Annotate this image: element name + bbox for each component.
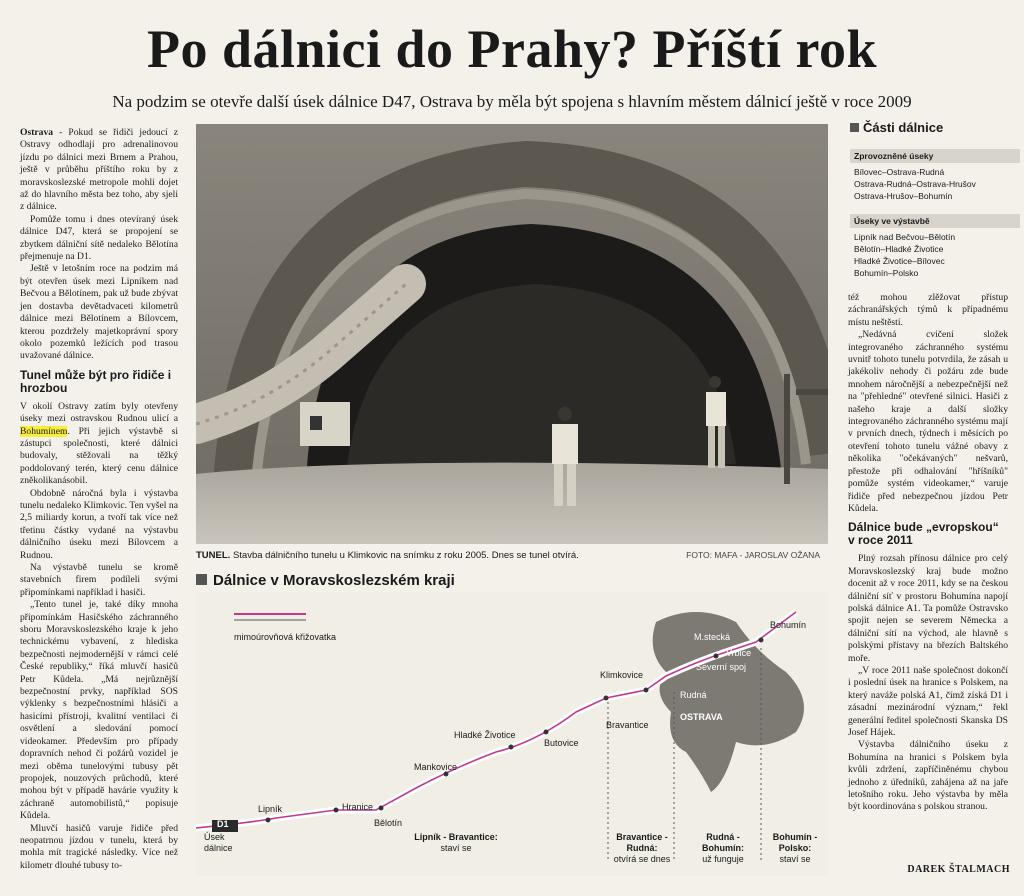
col1-paragraph-2: Pomůže tomu i dnes otevíraný úsek dálnice D47, která se propojení se zbytkem dálniční sítě nedaleko Bělotína přejmenuje na D1. — [20, 213, 178, 263]
place-klimkovice: Klimkovice — [600, 670, 644, 680]
col1-paragraph-3: Ještě v letošním roce na podzim má být otevřen úsek mezi Lipníkem nad Bečvou a Bělotínem, pak už bude zbývat jen dostavba devětadvaceti kilometrů dálnice mezi Bělotínem a Bílovcem, kterou pozdržely majetkoprávní spory okolo pozemků ležících pod trasou uvažované dálnice. — [20, 263, 178, 362]
place-butovice: Butovice — [544, 738, 579, 748]
place-hladke: Hladké Životice — [454, 730, 516, 740]
highway-map — [196, 570, 828, 876]
place-bravantice: Bravantice — [606, 720, 649, 730]
segment-name: Bohumín - Polsko: — [772, 832, 818, 853]
place-lipnik: Lipník — [258, 804, 283, 814]
photo-credit: FOTO: MAFA - JAROSLAV OŽANA — [686, 550, 820, 560]
legend-label: mimoúrovňová křižovatka — [234, 632, 337, 642]
col3-paragraph-1: též mohou zlěžovat přístup záchranářských týmů k případnému místu neštěstí. — [848, 292, 1008, 328]
place-ostrava: OSTRAVA — [680, 712, 723, 722]
place-hranice: Hranice — [342, 802, 374, 812]
tunnel-photo — [196, 124, 828, 544]
place-bohumin: Bohumín — [770, 620, 807, 630]
sidebar-title — [850, 120, 1020, 135]
col1-p4a-text: V okolí Ostravy zatím byly otevřeny úseky mezi ostravskou Rudnou ulicí a — [20, 400, 178, 425]
col1-p1-text: - Pokud se řidiči jedoucí z Ostravy odhodlají pro adrenalinovou jízdu po dálnici mezi Brnem a Prahou, ještě v průběhu příštího roku by z moravskoslezské metropole mohli dojet až do hlavního města bez toho, aby sjeli z dálnice. — [20, 127, 178, 213]
sidebar-group-construction — [850, 214, 1020, 279]
sidebar-item: Lipník nad Bečvou–Bělotín — [854, 232, 956, 242]
col3-paragraph-3: Plný rozsah přínosu dálnice pro celý Moravskoslezský kraj bude možno docenit až v roce 2011, kdy se na českou dálniční síť v prostoru Bohumína napojí polská dálnice A1. Ta pomůže Ostravsko spojit nejen se severem Německa a dálniční sítí na východ, ale hlavně s polskými přístavy na březích Baltského moře. — [848, 553, 1008, 664]
segment-legend-highway — [204, 832, 254, 854]
place-mankovice: Mankovice — [414, 762, 458, 772]
col1-paragraph-1 — [20, 127, 178, 214]
place-rudna: Rudná — [680, 690, 707, 700]
tunnel-photo-drawing — [196, 124, 828, 544]
caption-label: TUNEL. — [196, 550, 231, 561]
article-column-right — [848, 292, 1008, 814]
col1-subheading: Tunel může být pro řidiče i hrozbou — [20, 367, 172, 395]
article-column-left — [20, 127, 178, 872]
col1-paragraph-7: „Tento tunel je, také díky mnoha připomínkám Hasičského záchranného sboru Moravskoslezského kraje k jeho technickému vybavení, z hlediska bezpečnosti nejmodernější v rámci celé České republiky,“ říká mluvčí hasičů Petr Kůdela. „Má nejrůznější bezpečnostní prvky, například SOS výklenky s bezpečnostními hlásiči a hasicími přístroji, kvalitní ventilaci či osvětlení a sledování pomocí videokamer. Především pro případy dopravních nehod či požárů vozidel je mezi oběma tunelovými tubusy pět propojek, nouzových průchodů, které mohou být v případě havárie využity k záchraně automobilistů,“ popisuje Kůdela. — [20, 599, 178, 822]
col3-subheading: Dálnice bude „evropskou“ v roce 2011 — [848, 520, 999, 548]
author-byline: DAREK ŠTALMACH — [907, 864, 1010, 875]
col3-paragraph-4: „V roce 2011 naše společnost dokončí i poslední úsek na hranice s Polskem, na který naváže polská A1, čímž získá D1 i zásadní mezinárodní význam,“ řekl generální ředitel společnosti Skanska DS Josef Hájek. — [848, 664, 1008, 738]
segment-name: Lipník - Bravantice: — [414, 832, 498, 842]
subheadline: Na podzim se otevře další úsek dálnice D47, Ostrava by měla být spojena s hlavním městem dálnicí ještě v roce 2009 — [112, 92, 912, 111]
sidebar-group-heading: Zprovozněné úseky — [850, 149, 1020, 163]
segment-name: Úsek — [204, 832, 225, 842]
col1-paragraph-8: Mluvčí hasičů varuje řidiče před neopatrnou jízdou v tunelu, která by mohla mít tragické následky. Více než kilometr dlouhé tubusy to- — [20, 822, 178, 871]
segment-status: už funguje — [702, 854, 744, 864]
place-severni: Severní spoj — [696, 662, 747, 672]
col1-paragraph-4 — [20, 401, 178, 488]
sidebar-item: Bohumín–Polsko — [854, 268, 919, 278]
sidebar-highway-sections — [850, 120, 1020, 291]
sidebar-title-text: Části dálnice — [863, 120, 944, 135]
highlighted-word: Bohumínem — [20, 425, 68, 437]
square-bullet-icon — [196, 574, 207, 585]
square-bullet-icon — [850, 123, 859, 132]
col3-paragraph-5: Výstavba dálničního úseku z Bohumína na hranici s Polskem byla kvůli zdržení, zapříčiněnému chybou jednoho z úředníků, zahájena až na jaře letošního roku. Jeho výstavba by měla být koordinována s polskou stranou. — [848, 739, 1008, 813]
sidebar-item: Hladké Životice–Bílovec — [854, 256, 945, 266]
dateline: Ostrava — [20, 127, 54, 138]
place-vrbice: Vrbice — [726, 648, 752, 658]
map-title-text: Dálnice v Moravskoslezském kraji — [213, 572, 455, 589]
sidebar-item: Bělotín–Hladké Životice — [854, 244, 944, 254]
sidebar-group-heading: Úseky ve výstavbě — [850, 214, 1020, 228]
segment-bravantice-rudna — [610, 832, 674, 865]
sidebar-item: Ostrava-Hrušov–Bohumín — [854, 191, 953, 201]
segment-status: staví se — [779, 854, 811, 864]
photo-caption — [196, 550, 828, 561]
map-title — [196, 572, 455, 589]
col3-paragraph-2: „Nedávná cvičení složek integrovaného záchranného systému uvnitř tohoto tunelu potvrdila, že zásah u jakékoliv nehody či požáru zde bude mnohem náročnější a nebezpečnější než na "přehledné" otevřené silnici. Hasiči z našeho kraje a další složky integrovaného záchranného systému mají v prvních dnech, týdnech i měsících po otevření tohoto tunelu vážné obavy z několika "očekávaných" nešvarů, přestože při odhalování "hříšníků" pomůže systém videokamer,“ varuje řidiče před nebezpečnou jízdou Petr Kůdela. — [848, 329, 1008, 514]
segment-name: Bravantice - Rudná: — [616, 832, 668, 853]
place-belotin: Bělotín — [374, 818, 403, 828]
sidebar-group-open — [850, 149, 1020, 202]
segment-status: dálnice — [204, 843, 233, 853]
sidebar-item: Bílovec–Ostrava-Rudná — [854, 167, 945, 177]
road-label: D1 — [217, 819, 229, 829]
col1-paragraph-5: Obdobně náročná byla i výstavba tunelu nedaleko Klimkovic. Ten vyšel na 2,5 miliardy korun, a tvoří tak více než třetinu částky vydané na výstavbu dálničního úseku mezi Bílovcem a Rudnou. — [20, 487, 178, 561]
segment-status: otvírá se dnes — [613, 854, 671, 864]
place-mistecka: M.stecká — [694, 632, 731, 642]
segment-lipnik-bravantice — [386, 832, 526, 854]
segment-name: Rudná - Bohumín: — [702, 832, 744, 853]
segment-status: staví se — [440, 843, 472, 853]
col1-p4b-text: . Při jejich výstavbě si zástupci společnosti, které dálnici budovaly, stěžovali na těžký poddolovaný terén, který cenu dálnice zněkolikanásobil. — [20, 425, 178, 487]
segment-rudna-bohumin — [690, 832, 756, 865]
sidebar-item: Ostrava-Rudná–Ostrava-Hrušov — [854, 179, 976, 189]
col1-paragraph-6: Na výstavbě tunelu se kromě stavebních firem podíleli svými připomínkami například i hasiči. — [20, 562, 178, 598]
segment-bohumin-polsko — [764, 832, 826, 865]
caption-text: Stavba dálničního tunelu u Klimkovic na snímku z roku 2005. Dnes se tunel otvírá. — [230, 550, 579, 561]
headline: Po dálnici do Prahy? Příští rok — [146, 19, 878, 79]
